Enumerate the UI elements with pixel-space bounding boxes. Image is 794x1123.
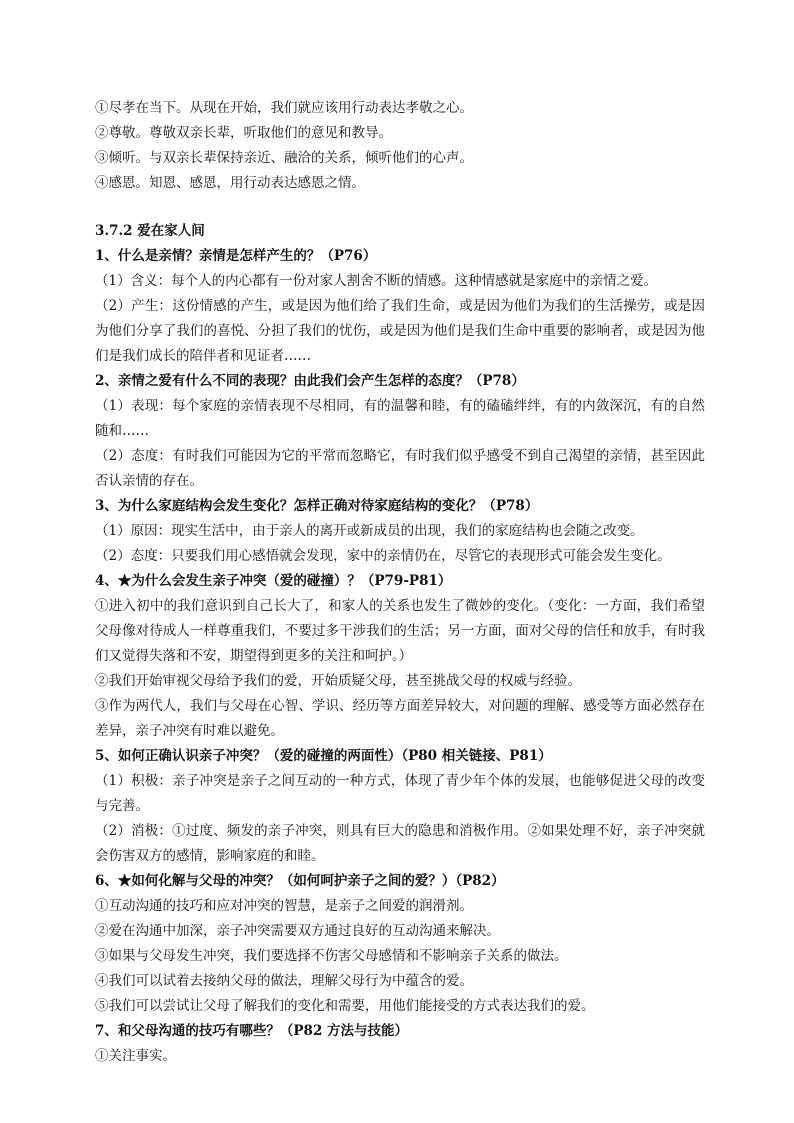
section-gap bbox=[95, 196, 705, 219]
question-7-title: 7、和父母沟通的技巧有哪些？（P82 方法与技能） bbox=[95, 1023, 409, 1039]
question-4-paragraph-1: ①进入初中的我们意识到自己长大了，和家人的关系也发生了微妙的变化。（变化：一方面，我们希望父母像对待成人一样尊重我们，不要过多干涉我们的生活；另一方面，面对父母的信任和放手，有时我们又觉得失落和不安，期望得到更多的关注和呵护。） bbox=[95, 598, 705, 664]
question-2-title: 2、亲情之爱有什么不同的表现？由此我们会产生怎样的态度？（P78） bbox=[95, 373, 525, 389]
question-3-title: 3、为什么家庭结构会发生变化？怎样正确对待家庭结构的变化？（P78） bbox=[95, 498, 539, 514]
question-6-paragraph-2: ②爱在沟通中加深，亲子冲突需要双方通过良好的互动沟通来解决。 bbox=[95, 923, 500, 939]
question-3-paragraph-2: （2）态度：只要我们用心感悟就会发现，家中的亲情仍在，尽管它的表现形式可能会发生变化。 bbox=[95, 548, 671, 564]
question-2-paragraph-1: （1）表现：每个家庭的亲情表现不尽相同，有的温馨和睦，有的磕磕绊绊，有的内敛深沉，有的自然随和…… bbox=[95, 398, 705, 439]
question-6-paragraph-4: ④我们可以试着去接纳父母的做法，理解父母行为中蕴含的爱。 bbox=[95, 973, 473, 989]
question-4-paragraph-2: ②我们开始审视父母给予我们的爱，开始质疑父母，甚至挑战父母的权威与经验。 bbox=[95, 673, 581, 689]
question-2-paragraph-2: （2）态度：有时我们可能因为它的平常而忽略它，有时我们似乎感受不到自己渴望的亲情，甚至因此否认亲情的存在。 bbox=[95, 448, 705, 489]
question-5-paragraph-1: （1）积极：亲子冲突是亲子之间互动的一种方式，体现了青少年个体的发展，也能够促进父母的改变与完善。 bbox=[95, 773, 705, 814]
intro-item-4: ④感恩。知恩、感恩，用行动表达感恩之情。 bbox=[95, 175, 365, 191]
question-4-paragraph-3: ③作为两代人，我们与父母在心智、学识、经历等方面差异较大，对问题的理解、感受等方面必然存在差异，亲子冲突有时难以避免。 bbox=[95, 698, 705, 739]
intro-item-2: ②尊敬。尊敬双亲长辈，听取他们的意见和教导。 bbox=[95, 125, 392, 141]
document-body bbox=[95, 96, 705, 1069]
question-6-title: 6、★如何化解与父母的冲突？（如何呵护亲子之间的爱？）（P82） bbox=[95, 873, 505, 889]
question-5-title: 5、如何正确认识亲子冲突？（爱的碰撞的两面性）（P80 相关链接、P81） bbox=[95, 748, 552, 764]
question-3-paragraph-1: （1）原因：现实生活中，由于亲人的离开或新成员的出现，我们的家庭结构也会随之改变。 bbox=[95, 523, 644, 539]
question-6-paragraph-5: ⑤我们可以尝试让父母了解我们的变化和需要，用他们能接受的方式表达我们的爱。 bbox=[95, 998, 595, 1014]
question-4-title: 4、★为什么会发生亲子冲突（爱的碰撞）？（P79-P81） bbox=[95, 573, 452, 589]
question-1-paragraph-1: （1）含义：每个人的内心都有一份对家人割舍不断的情感。这种情感就是家庭中的亲情之爱。 bbox=[95, 273, 658, 289]
question-7-paragraph-1: ①关注事实。 bbox=[95, 1048, 176, 1064]
question-5-paragraph-2: （2）消极：①过度、频发的亲子冲突，则具有巨大的隐患和消极作用。②如果处理不好，亲子冲突就会伤害双方的感情，影响家庭的和睦。 bbox=[95, 823, 705, 864]
question-6-paragraph-1: ①互动沟通的技巧和应对冲突的智慧，是亲子之间爱的润滑剂。 bbox=[95, 898, 473, 914]
intro-item-3: ③倾听。与双亲长辈保持亲近、融洽的关系，倾听他们的心声。 bbox=[95, 150, 473, 166]
question-1-paragraph-2: （2）产生：这份情感的产生，或是因为他们给了我们生命，或是因为他们为我们的生活操劳，或是因为他们分享了我们的喜悦、分担了我们的忧伤，或是因为他们是我们生命中重要的影响者，或是因为他们是我们成长的陪伴者和见证者…… bbox=[95, 298, 705, 364]
question-1-title: 1、什么是亲情？亲情是怎样产生的？（P76） bbox=[95, 248, 377, 264]
intro-item-1: ①尽孝在当下。从现在开始，我们就应该用行动表达孝敬之心。 bbox=[95, 100, 473, 116]
question-6-paragraph-3: ③如果与父母发生冲突，我们要选择不伤害父母感情和不影响亲子关系的做法。 bbox=[95, 948, 568, 964]
section-title: 3.7.2 爱在家人间 bbox=[95, 223, 205, 239]
